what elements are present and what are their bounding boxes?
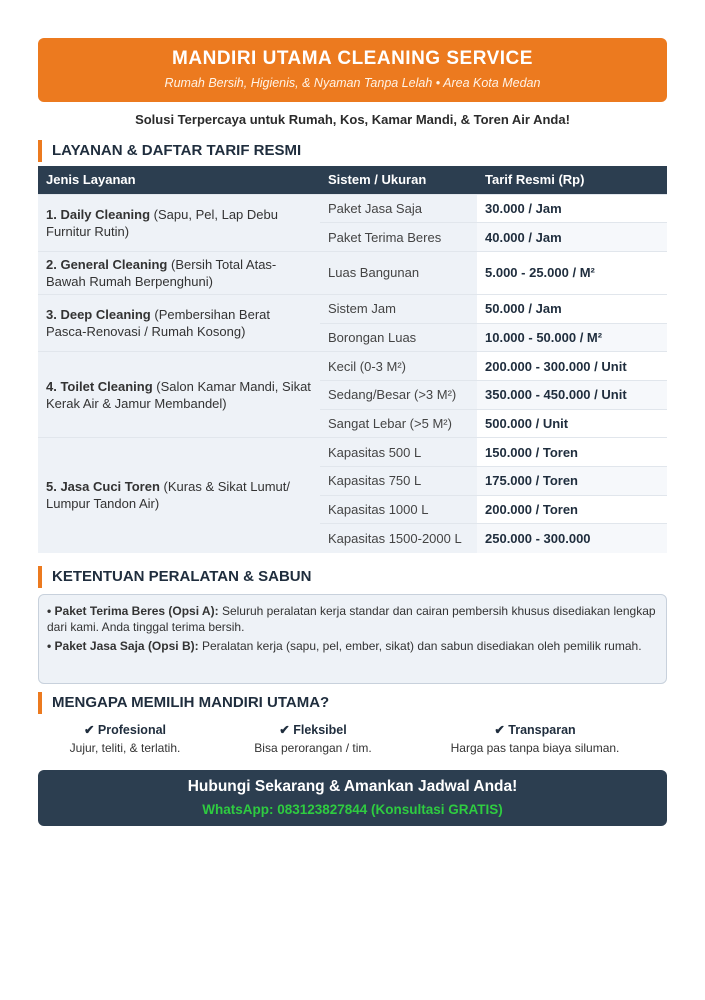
feature-transparent [420,722,650,755]
system-cell: Kapasitas 750 L [320,467,477,496]
service-description: (Sapu, Pel, Lap Debu Furnitur Rutin) [46,206,278,239]
price-unit: / Unit [535,415,569,431]
service-description: (Pembersihan Berat Pasca-Renovasi / Rumah Kosong) [46,307,270,340]
feature-title: ✔ Profesional [83,723,167,737]
table-row [38,251,667,294]
section-title-pricing: LAYANAN & DAFTAR TARIF RESMI [38,140,667,162]
column-header-service: Jenis Layanan [38,166,320,194]
price-value: 50.000 [485,301,525,317]
price-value: 250.000 - 300.000 [485,530,591,546]
system-cell: Sangat Lebar (>5 M²) [320,409,477,438]
price-cell [477,294,667,323]
service-name: 5. Jasa Cuci Toren [46,479,160,495]
price-unit: / Jam [528,200,562,216]
price-cell [477,223,667,252]
price-value: 150.000 [485,444,532,460]
price-value: 200.000 [485,502,532,518]
price-unit: / Toren [535,444,578,460]
price-value: 30.000 [485,200,525,216]
price-value: 10.000 - 50.000 [485,329,577,345]
service-name: 1. Daily Cleaning [46,206,151,222]
feature-desc: Harga pas tanpa biaya siluman. [450,741,620,755]
price-unit: / Toren [535,473,578,489]
feature-flexible [228,722,398,755]
price-unit: / Unit [594,358,627,374]
equipment-note-option-a [47,603,658,635]
price-cell [477,409,667,438]
price-value: 500.000 [485,415,532,431]
service-name: 3. Deep Cleaning [46,307,151,323]
feature-title: ✔ Transparan [494,723,576,737]
section-title-why: MENGAPA MEMILIH MANDIRI UTAMA? [38,692,667,714]
service-description: (Salon Kamar Mandi, Sikat Kerak Air & Jamur Membandel) [46,378,311,411]
table-row [38,438,667,467]
service-cell [38,194,320,251]
price-value: 5.000 - 25.000 [485,265,569,281]
price-unit: / M² [572,265,595,281]
equipment-notes-box [38,594,667,684]
price-cell [477,467,667,496]
service-cell [38,352,320,438]
note-text: Peralatan kerja (sapu, pel, ember, sikat) dan sabun disediakan oleh pemilik rumah. [201,639,642,653]
cta-title: Hubungi Sekarang & Amankan Jadwal Anda! [187,778,518,795]
price-table [38,166,667,553]
feature-desc: Bisa perorangan / tim. [254,741,372,755]
column-header-price: Tarif Resmi (Rp) [477,166,667,194]
feature-professional [40,722,210,755]
price-cell [477,323,667,352]
price-cell [477,352,667,381]
company-title: MANDIRI UTAMA CLEANING SERVICE [172,48,533,69]
service-cell [38,294,320,351]
system-cell: Sistem Jam [320,294,477,323]
price-cell [477,380,667,409]
note-label: • Paket Jasa Saja (Opsi B): [47,639,199,653]
section-title-equipment: KETENTUAN PERALATAN & SABUN [38,566,667,588]
price-unit: / Toren [535,502,578,518]
header-banner [38,38,667,102]
feature-title: ✔ Fleksibel [279,723,347,737]
system-cell: Paket Terima Beres [320,223,477,252]
table-row [38,352,667,381]
note-label: • Paket Terima Beres (Opsi A): [47,604,219,618]
price-table-body [38,194,667,553]
price-cell [477,251,667,294]
price-cell [477,194,667,223]
system-cell: Paket Jasa Saja [320,194,477,223]
table-row [38,194,667,223]
price-cell [477,438,667,467]
service-name: 2. General Cleaning [46,256,168,272]
price-value: 40.000 [485,229,525,245]
price-value: 350.000 - 450.000 [485,387,591,403]
service-description: (Bersih Total Atas-Bawah Rumah Berpenghuni) [46,256,277,289]
system-cell: Borongan Luas [320,323,477,352]
system-cell: Kecil (0-3 M²) [320,352,477,381]
contact-cta-box [38,770,667,826]
price-cell [477,524,667,553]
system-cell: Luas Bangunan [320,251,477,294]
why-features [0,722,705,762]
company-subtitle: Rumah Bersih, Higienis, & Nyaman Tanpa Lelah • Area Kota Medan [164,76,541,90]
price-value: 200.000 - 300.000 [485,358,591,374]
system-cell: Kapasitas 1500-2000 L [320,524,477,553]
system-cell: Sedang/Besar (>3 M²) [320,380,477,409]
note-text: Seluruh peralatan kerja standar dan cairan pembersih khusus disediakan lengkap dari kami. Anda tinggal terima bersih. [47,604,656,634]
price-unit: / Unit [594,387,627,403]
price-value: 175.000 [485,473,532,489]
price-cell [477,495,667,524]
table-row [38,294,667,323]
equipment-note-option-b [47,638,658,654]
system-cell: Kapasitas 500 L [320,438,477,467]
table-header-row [38,166,667,194]
service-description: (Kuras & Sikat Lumut/ Lumpur Tandon Air) [46,479,290,512]
service-cell [38,251,320,294]
price-unit: / M² [579,329,603,345]
system-cell: Kapasitas 1000 L [320,495,477,524]
tagline: Solusi Terpercaya untuk Rumah, Kos, Kamar Mandi, & Toren Air Anda! [135,112,570,127]
service-name: 4. Toilet Cleaning [46,378,153,394]
price-unit: / Jam [528,229,562,245]
service-cell [38,438,320,553]
column-header-system: Sistem / Ukuran [320,166,477,194]
price-unit: / Jam [528,301,562,317]
feature-desc: Jujur, teliti, & terlatih. [69,741,181,755]
whatsapp-contact-link[interactable]: WhatsApp: 083123827844 (Konsultasi GRATIS) [202,802,503,817]
